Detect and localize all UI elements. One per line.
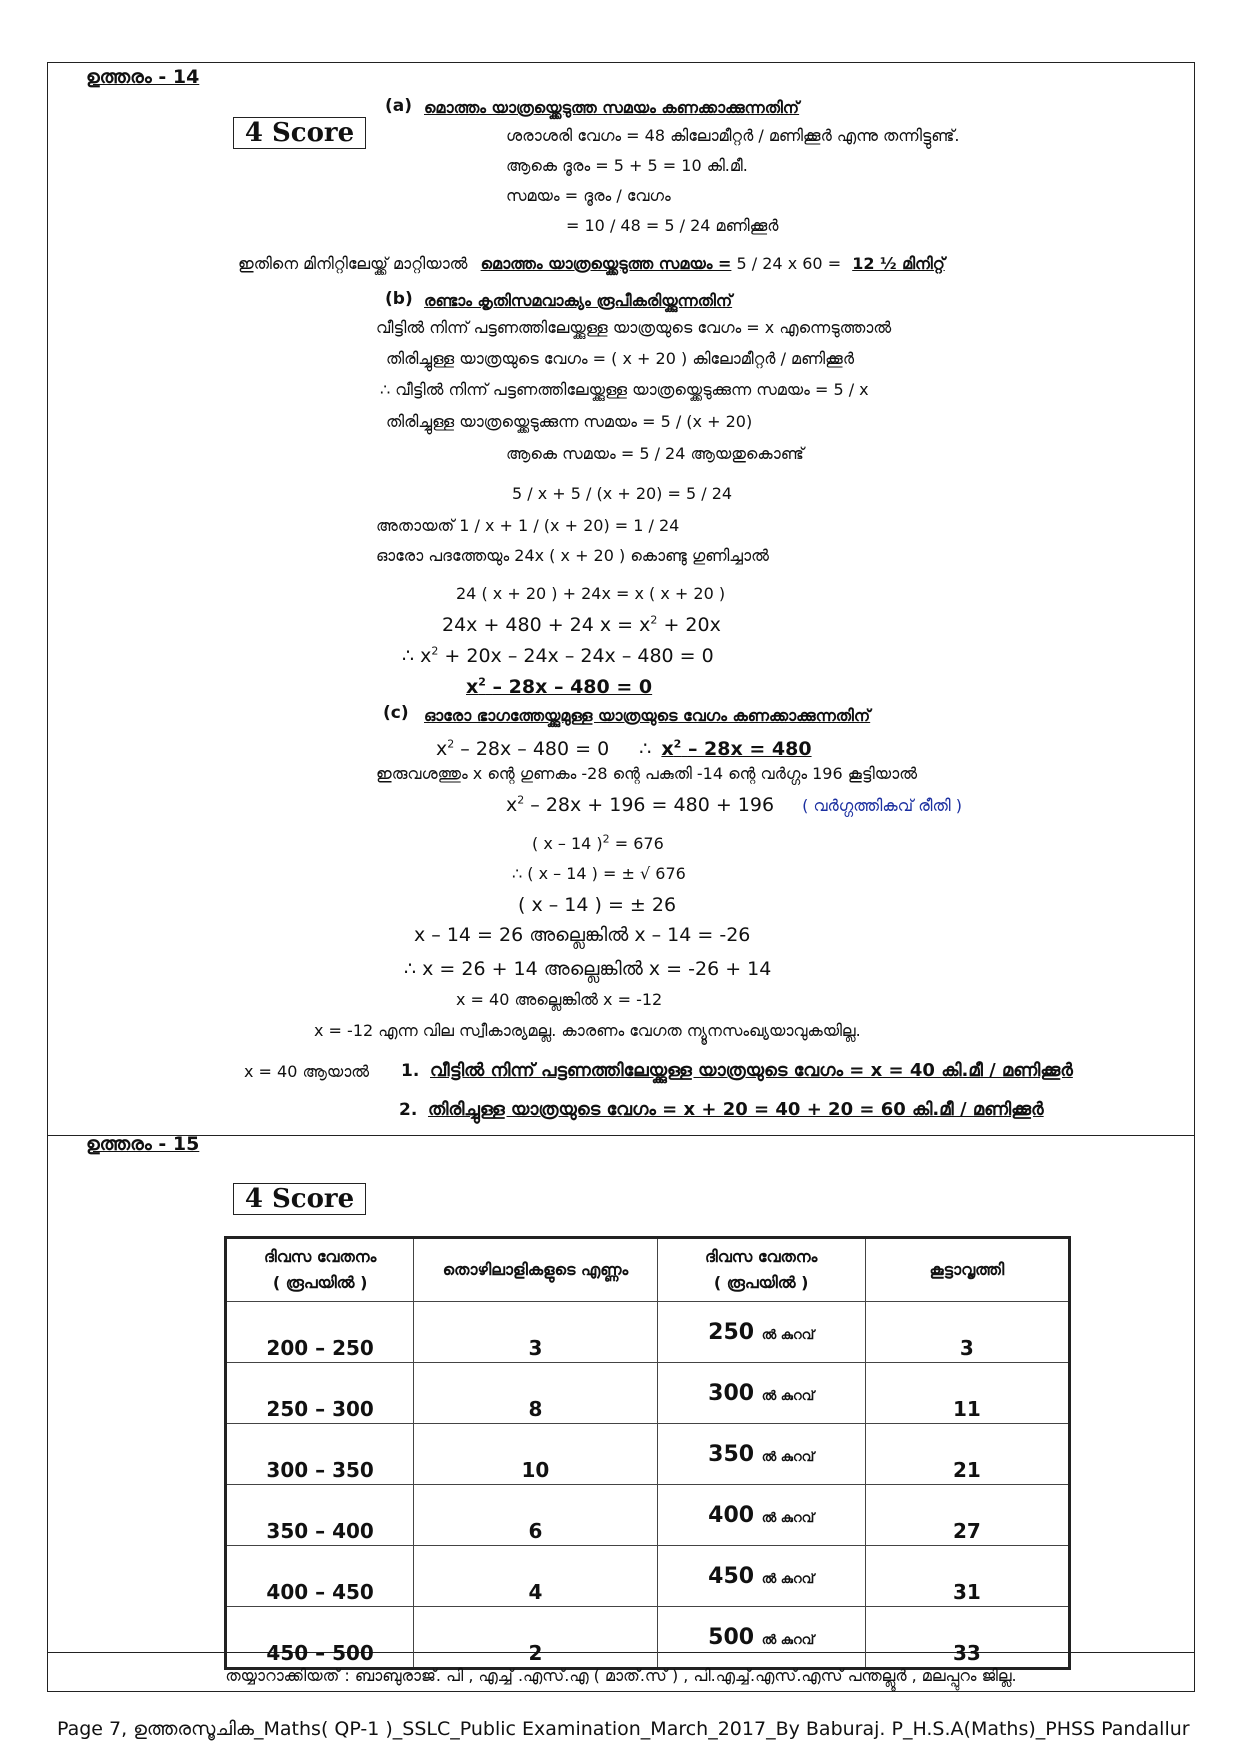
- q14-a-conversion-prefix: ഇതിനെ മിനിറ്റിലേയ്ക്ക് മാറ്റിയാൽ: [238, 254, 468, 273]
- q14-c-line6: ( x – 14 ) = ± 26: [518, 894, 677, 916]
- header-worker-count: [414, 1238, 657, 1302]
- q14-b-line4: തിരിച്ചുള്ള യാത്രയ്ക്കെടുക്കുന്ന സമയം = 5 / (x + 20): [386, 412, 753, 431]
- q14-score-box: 4 Score: [233, 117, 366, 149]
- q14-a-line3: സമയം = ദൂരം / വേഗം: [506, 186, 671, 205]
- superscript: 2: [431, 644, 439, 658]
- prepared-by-credit: തയ്യാറാക്കിയത് : ബാബുരാജ്. പി , എച്ച് .എസ്.എ ( മാത്.സ് ) , പി.എച്ച്.എസ്.എസ് പന്തല്ലൂർ , മലപ്പുറം ജില്ല.: [225, 1666, 1017, 1685]
- q15-score-box: 4 Score: [233, 1183, 366, 1215]
- q14-b-line10-rhs: + 20x: [663, 614, 721, 636]
- q14-c-line2: ഇരുവശത്തും x ന്റെ ഗുണകം -28 ന്റെ പകുതി -14 ന്റെ വർഗ്ഗം 196 കൂട്ടിയാൽ: [376, 764, 918, 783]
- wage-limit-value: 450: [708, 1564, 755, 1589]
- cumulative-frequency: 11: [865, 1363, 1069, 1424]
- q14-c-label: (c): [383, 703, 409, 723]
- less-than-label: ൽ കുറവ്: [761, 1572, 815, 1587]
- q14-c-line1-result: [661, 738, 811, 760]
- table-row: [226, 1302, 1070, 1363]
- wage-limit-value: 400: [708, 1503, 755, 1528]
- header-daily-wage-unit: ( രൂപയിൽ ): [272, 1273, 368, 1292]
- q14-c-line1-a: x: [436, 738, 448, 760]
- q14-b-title: രണ്ടാം കൃതിസമവാക്യം രൂപീകരിയ്ക്കുന്നതിന്: [424, 291, 733, 310]
- worker-count: 2: [414, 1607, 657, 1669]
- header-daily-wage: [226, 1238, 414, 1302]
- superscript: 2: [447, 737, 455, 751]
- q14-heading: ഉത്തരം - 14: [86, 66, 200, 88]
- table-header-row: [226, 1238, 1070, 1302]
- q14-c-line7: x – 14 = 26 അല്ലെങ്കിൽ x – 14 = -26: [414, 924, 751, 946]
- cumulative-frequency-table: [224, 1236, 1071, 1670]
- q14-a-conversion-label: മൊത്തം യാത്രയ്ക്കെടുത്ത സമയം =: [480, 254, 732, 273]
- q14-b-line11-rhs: + 20x – 24x – 24x – 480 = 0: [444, 645, 714, 667]
- q14-a-conversion: [238, 254, 945, 273]
- header-wage-limit-label: ദിവസ വേതനം: [705, 1247, 818, 1267]
- q14-b-line5: ആകെ സമയം = 5 / 24 ആയതുകൊണ്ട്: [506, 444, 804, 463]
- table-row: [226, 1363, 1070, 1424]
- q14-c-line4: [532, 834, 664, 853]
- less-than-label: ൽ കുറവ്: [761, 1511, 815, 1526]
- superscript: 2: [673, 737, 682, 751]
- q14-b-line1: വീട്ടിൽ നിന്ന് പട്ടണത്തിലേയ്ക്കുള്ള യാത്രയുടെ വേഗം = x എന്നെടുത്താൽ: [376, 318, 892, 337]
- q14-b-line11-lhs: ∴ x: [402, 645, 432, 667]
- q14-c-result1: വീട്ടിൽ നിന്ന് പട്ടണത്തിലേയ്ക്കുള്ള യാത്രയുടെ വേഗം = x = 40 കി.മീ / മണിക്കൂർ: [430, 1060, 1073, 1081]
- wage-range: 200 – 250: [226, 1302, 414, 1363]
- wage-limit: [657, 1302, 865, 1363]
- superscript: 2: [478, 675, 486, 689]
- worker-count: 8: [414, 1363, 657, 1424]
- q14-c-line3-a: x: [506, 794, 518, 816]
- wage-limit: [657, 1424, 865, 1485]
- header-worker-count-label: തൊഴിലാളികളുടെ എണ്ണം: [442, 1260, 629, 1280]
- q14-b-line9: 24 ( x + 20 ) + 24x = x ( x + 20 ): [456, 584, 726, 603]
- table-row: [226, 1546, 1070, 1607]
- q14-c-line8: ∴ x = 26 + 14 അല്ലെങ്കിൽ x = -26 + 14: [404, 958, 772, 980]
- table-row: [226, 1424, 1070, 1485]
- q14-b-equation-rhs: – 28x – 480 = 0: [492, 676, 653, 698]
- q14-c-line4-b: = 676: [614, 834, 664, 853]
- q14-b-line8: ഓരോ പദത്തേയും 24x ( x + 20 ) കൊണ്ടു ഗുണിച്ചാൽ: [376, 546, 769, 565]
- q14-c-line1-e: – 28x = 480: [687, 738, 812, 760]
- q14-b-line7: അതായത് 1 / x + 1 / (x + 20) = 1 / 24: [376, 516, 680, 535]
- wage-limit-value: 300: [708, 1381, 755, 1406]
- q14-b-line3: ∴ വീട്ടിൽ നിന്ന് പട്ടണത്തിലേയ്ക്കുള്ള യാത്രയ്ക്കെടുക്കുന്ന സമയം = 5 / x: [380, 380, 869, 399]
- wage-range: 450 – 500: [226, 1607, 414, 1669]
- worker-count: 6: [414, 1485, 657, 1546]
- header-wage-limit: [657, 1238, 865, 1302]
- worker-count: 3: [414, 1302, 657, 1363]
- q14-c-result-prefix: x = 40 ആയാൽ: [244, 1062, 370, 1081]
- table-row: [226, 1485, 1070, 1546]
- worker-count: 4: [414, 1546, 657, 1607]
- wage-limit: [657, 1485, 865, 1546]
- superscript: 2: [602, 832, 610, 846]
- q14-b-line10-lhs: 24x + 480 + 24 x = x: [442, 614, 651, 636]
- q14-c-line3: [506, 794, 962, 817]
- cumulative-frequency: 31: [865, 1546, 1069, 1607]
- q14-c-result2-number: 2.: [399, 1100, 418, 1120]
- wage-range: 250 – 300: [226, 1363, 414, 1424]
- q14-c-line10: x = -12 എന്ന വില സ്വീകാര്യമല്ല. കാരണം വേഗത ന്യൂനസംഖ്യയാവുകയില്ല.: [314, 1021, 861, 1040]
- q14-c-line1: [436, 738, 812, 761]
- wage-limit: [657, 1607, 865, 1669]
- wage-limit-value: 350: [708, 1442, 755, 1467]
- q14-c-result2: തിരിച്ചുള്ള യാത്രയുടെ വേഗം = x + 20 = 40 + 20 = 60 കി.മീ / മണിക്കൂർ: [428, 1099, 1044, 1120]
- wage-limit-value: 500: [708, 1625, 755, 1650]
- q14-c-line1-d: x: [661, 738, 674, 760]
- q14-a-line2: ആകെ ദൂരം = 5 + 5 = 10 കി.മീ.: [506, 156, 748, 175]
- q14-b-line10: [442, 614, 721, 637]
- q14-a-answer: 12 ½ മിനിറ്റ്: [852, 254, 945, 273]
- header-cumulative-frequency: [865, 1238, 1069, 1302]
- q14-c-line4-a: ( x – 14 ): [532, 834, 603, 853]
- q14-a-label: (a): [385, 96, 413, 116]
- q14-c-line1-b: – 28x – 480 = 0: [460, 738, 610, 760]
- q14-b-line11: [402, 645, 714, 668]
- table-row: [226, 1607, 1070, 1669]
- q14-c-result1-number: 1.: [401, 1061, 420, 1081]
- cumulative-frequency: 27: [865, 1485, 1069, 1546]
- wage-range: 300 – 350: [226, 1424, 414, 1485]
- superscript: 2: [517, 793, 525, 807]
- q14-c-line3-b: – 28x + 196 = 480 + 196: [530, 794, 775, 816]
- less-than-label: ൽ കുറവ്: [761, 1389, 815, 1404]
- q14-b-label: (b): [385, 289, 413, 309]
- cumulative-frequency: 3: [865, 1302, 1069, 1363]
- q14-b-equation-lhs: x: [466, 676, 479, 698]
- q14-b-line2: തിരിച്ചുള്ള യാത്രയുടെ വേഗം = ( x + 20 ) കിലോമീറ്റർ / മണിക്കൂർ: [386, 349, 855, 368]
- header-wage-limit-unit: ( രൂപയിൽ ): [713, 1273, 809, 1292]
- wage-limit-value: 250: [708, 1320, 755, 1345]
- cumulative-frequency: 33: [865, 1607, 1069, 1669]
- cumulative-frequency: 21: [865, 1424, 1069, 1485]
- header-cumulative-frequency-label: കൂട്ടാവൃത്തി: [929, 1260, 1005, 1280]
- wage-range: 350 – 400: [226, 1485, 414, 1546]
- q14-c-title: ഓരോ ഭാഗത്തേയ്ക്കുമുള്ള യാത്രയുടെ വേഗം കണക്കാക്കുന്നതിന്: [424, 706, 871, 725]
- less-than-label: ൽ കുറവ്: [761, 1328, 815, 1343]
- q15-heading: ഉത്തരം - 15: [86, 1133, 200, 1155]
- q14-a-line1: ശരാശരി വേഗം = 48 കിലോമീറ്റർ / മണിക്കൂർ എന്നു തന്നിട്ടുണ്ട്.: [506, 126, 960, 145]
- wage-limit: [657, 1363, 865, 1424]
- section-divider: [47, 1135, 1195, 1136]
- page-footer: Page 7, ഉത്തരസൂചിക_Maths( QP-1 )_SSLC_Public Examination_March_2017_By Baburaj. P_H.S.A(Maths)_PHSS Pandallur: [57, 1718, 1190, 1740]
- q14-c-line9: x = 40 അല്ലെങ്കിൽ x = -12: [456, 990, 663, 1009]
- q14-a-conversion-calc: 5 / 24 x 60 =: [736, 254, 842, 273]
- q14-c-line5: ∴ ( x – 14 ) = ± √ 676: [512, 864, 686, 883]
- q14-c-method-note: ( വർഗ്ഗത്തികവ് രീതി ): [802, 796, 962, 815]
- q14-c-line1-therefore: ∴: [639, 738, 652, 760]
- q14-a-title: മൊത്തം യാത്രയ്ക്കെടുത്ത സമയം കണക്കാക്കുന്നതിന്: [424, 98, 800, 117]
- worker-count: 10: [414, 1424, 657, 1485]
- less-than-label: ൽ കുറവ്: [761, 1633, 815, 1648]
- q14-b-equation: [466, 676, 652, 699]
- less-than-label: ൽ കുറവ്: [761, 1450, 815, 1465]
- superscript: 2: [650, 613, 658, 627]
- wage-limit: [657, 1546, 865, 1607]
- header-daily-wage-label: ദിവസ വേതനം: [264, 1247, 377, 1267]
- q14-b-line6: 5 / x + 5 / (x + 20) = 5 / 24: [512, 484, 733, 503]
- wage-range: 400 – 450: [226, 1546, 414, 1607]
- q14-a-line4: = 10 / 48 = 5 / 24 മണിക്കൂർ: [566, 216, 779, 235]
